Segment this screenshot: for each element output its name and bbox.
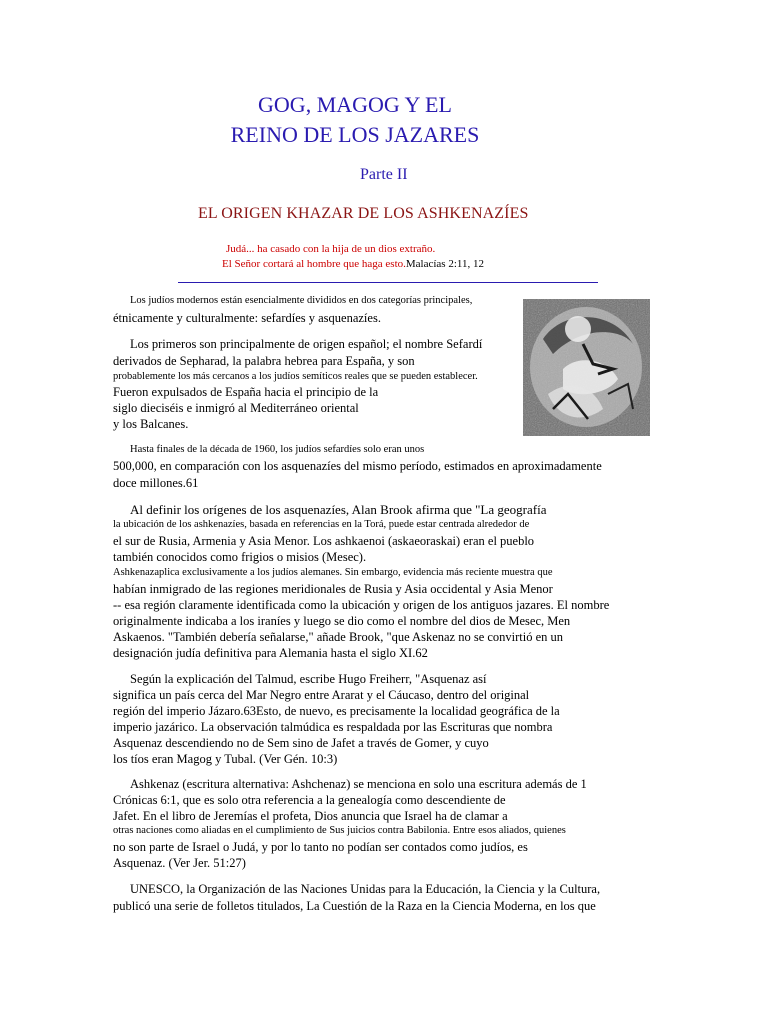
body-line: doce millones.61 bbox=[113, 476, 199, 490]
body-line: Askaenos. "También debería señalarse," añade Brook, "que Askenaz no se convirtió en un bbox=[113, 630, 564, 644]
body-line: Al definir los orígenes de los asquenazíes, Alan Brook afirma que "La geografía bbox=[130, 502, 547, 517]
body-line: originalmente indicaba a los iraníes y luego se dio como el nombre del dios de Mesec, Men bbox=[113, 614, 571, 628]
body-line: Asquenaz. (Ver Jer. 51:27) bbox=[113, 856, 246, 870]
body-line: no son parte de Israel o Judá, y por lo tanto no podían ser contados como judíos, es bbox=[113, 840, 528, 854]
body-line: región del imperio Jázaro.63Esto, de nuevo, es precisamente la localidad geográfica de la bbox=[113, 704, 560, 718]
body-line: Ashkenazaplica exclusivamente a los judíos alemanes. Sin embargo, evidencia más reciente muestra que bbox=[113, 567, 553, 578]
body-line: Ashkenaz (escritura alternativa: Ashchenaz) se menciona en solo una escritura además de 1 bbox=[130, 777, 587, 791]
body-line: imperio jazárico. La observación talmúdica es respaldada por las Escrituras que nombra bbox=[113, 720, 553, 734]
body-line: Los primeros son principalmente de origen español; el nombre Sefardí bbox=[130, 337, 483, 351]
body-line: 500,000, en comparación con los asquenazíes del mismo período, estimados en aproximadamente bbox=[113, 459, 602, 473]
body-line: Según la explicación del Talmud, escribe Hugo Freiherr, "Asquenaz así bbox=[130, 672, 487, 686]
body-line: Asquenaz descendiendo no de Sem sino de Jafet a través de Gomer, y cuyo bbox=[113, 736, 489, 750]
title-line-1: GOG, MAGOG Y EL bbox=[258, 92, 452, 117]
body-line: significa un país cerca del Mar Negro entre Ararat y el Cáucaso, dentro del original bbox=[113, 688, 530, 702]
body-line: designación judía definitiva para Alemania hasta el siglo XI.62 bbox=[113, 646, 428, 660]
body-line: probablemente los más cercanos a los judíos semíticos reales que se pueden establecer. bbox=[113, 371, 478, 382]
part-label: Parte II bbox=[360, 166, 408, 183]
body-line: Hasta finales de la década de 1960, los judíos sefardíes solo eran unos bbox=[130, 444, 425, 455]
epigraph-line-1: Judá... ha casado con la hija de un dios extraño. bbox=[226, 243, 436, 255]
body-line: Los judíos modernos están esencialmente divididos en dos categorías principales, bbox=[130, 295, 473, 306]
body-line: Fueron expulsados de España hacia el principio de la bbox=[113, 385, 379, 399]
body-line: derivados de Sepharad, la palabra hebrea para España, y son bbox=[113, 354, 415, 368]
body-line: habían inmigrado de las regiones meridionales de Rusia y Asia occidental y Asia Menor bbox=[113, 582, 553, 596]
body-line: UNESCO, la Organización de las Naciones Unidas para la Educación, la Ciencia y la Cultura, bbox=[130, 882, 601, 896]
body-line: Crónicas 6:1, que es solo otra referencia a la genealogía como descendiente de bbox=[113, 793, 506, 807]
body-line: Jafet. En el libro de Jeremías el profeta, Dios anuncia que Israel ha de clamar a bbox=[113, 809, 508, 823]
ancient-relief-image bbox=[523, 299, 650, 436]
body-line: y los Balcanes. bbox=[113, 417, 189, 431]
body-line: los tíos eran Magog y Tubal. (Ver Gén. 10:3) bbox=[113, 752, 338, 766]
body-line: -- esa región claramente identificada como la ubicación y origen de los antiguos jazares. El nombre bbox=[113, 598, 610, 612]
epigraph-line-2: El Señor cortará al hombre que haga esto.Malacías 2:11, 12 bbox=[222, 258, 484, 270]
body-line: la ubicación de los ashkenazíes, basada en referencias en la Torá, puede estar centrada alrededor de bbox=[113, 519, 530, 530]
body-line: étnicamente y culturalmente: sefardíes y asquenazíes. bbox=[113, 311, 381, 325]
title-divider bbox=[178, 282, 598, 283]
body-line: publicó una serie de folletos titulados, La Cuestión de la Raza en la Ciencia Moderna, en los que bbox=[113, 899, 596, 913]
chapter-subtitle: EL ORIGEN KHAZAR DE LOS ASHKENAZÍES bbox=[198, 205, 529, 222]
body-line: siglo dieciséis e inmigró al Mediterráneo oriental bbox=[113, 401, 359, 415]
body-line: otras naciones como aliadas en el cumplimiento de Sus juicios contra Babilonia. Entre esos aliados, quienes bbox=[113, 825, 566, 836]
body-line: también conocidos como frigios o misios (Mesec). bbox=[113, 550, 367, 564]
epigraph-reference: Malacías 2:11, 12 bbox=[405, 258, 484, 270]
title-line-2: REINO DE LOS JAZARES bbox=[230, 122, 480, 147]
body-line: el sur de Rusia, Armenia y Asia Menor. Los ashkaenoi (askaeoraskai) eran el pueblo bbox=[113, 534, 535, 548]
